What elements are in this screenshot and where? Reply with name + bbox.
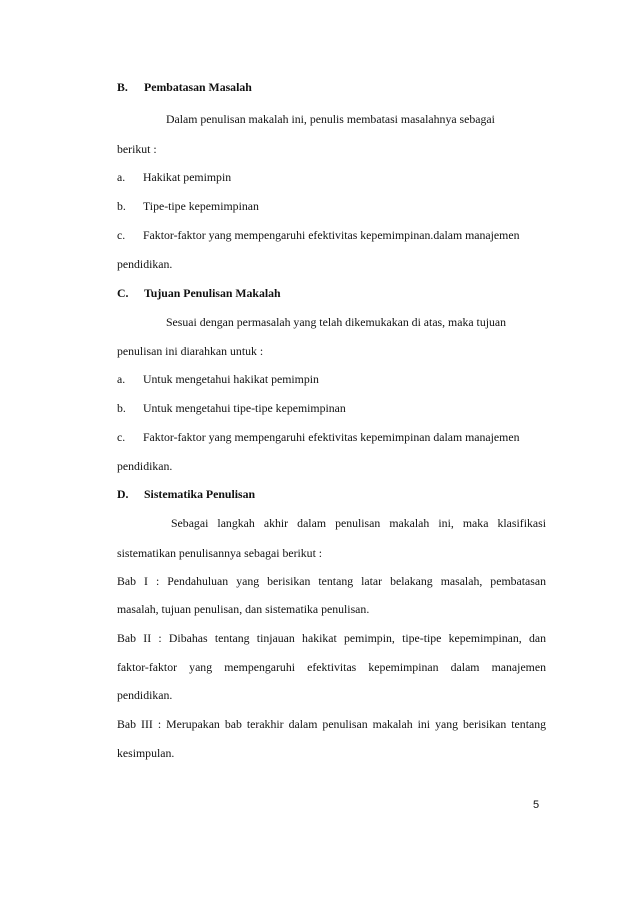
list-item-text: Tipe-tipe kepemimpinan [143, 199, 259, 213]
bab-3-line-1: Bab III : Merupakan bab terakhir dalam penulisan makalah ini yang berisikan tentang [117, 717, 546, 731]
bab-1-line-2: masalah, tujuan penulisan, dan sistematika penulisan. [117, 602, 370, 616]
list-item [117, 401, 346, 415]
bab-2-line-1: Bab II : Dibahas tentang tinjauan hakikat pemimpin, tipe-tipe kepemimpinan, dan [117, 631, 546, 645]
section-d-paragraph-line-1: Sebagai langkah akhir dalam penulisan makalah ini, maka klasifikasi [171, 516, 546, 530]
list-item-text: Untuk mengetahui tipe-tipe kepemimpinan [143, 401, 346, 415]
list-marker: c. [117, 430, 126, 444]
bab-1-line-1: Bab I : Pendahuluan yang berisikan tentang latar belakang masalah, pembatasan [117, 574, 546, 588]
section-b-paragraph-line-2: berikut : [117, 142, 157, 156]
section-b-letter: B. [117, 80, 128, 94]
bab-2-line-3: pendidikan. [117, 688, 173, 702]
section-c-letter: C. [117, 286, 129, 300]
list-item [117, 228, 520, 242]
list-item [117, 430, 520, 444]
section-b-paragraph-line-1: Dalam penulisan makalah ini, penulis membatasi masalahnya sebagai [166, 112, 495, 126]
list-item-continuation: pendidikan. [117, 459, 173, 473]
list-marker: b. [117, 199, 126, 213]
bab-3-line-2: kesimpulan. [117, 746, 175, 760]
section-b-title: Pembatasan Masalah [144, 80, 252, 94]
list-marker: a. [117, 372, 126, 386]
section-c-paragraph-line-2: penulisan ini diarahkan untuk : [117, 344, 264, 358]
section-c-heading [117, 286, 281, 300]
section-c-paragraph-line-1: Sesuai dengan permasalah yang telah dikemukakan di atas, maka tujuan [166, 315, 507, 329]
list-marker: c. [117, 228, 126, 242]
list-marker: b. [117, 401, 126, 415]
list-item-text: Faktor-faktor yang mempengaruhi efektivitas kepemimpinan dalam manajemen [143, 430, 520, 444]
list-item-text: Untuk mengetahui hakikat pemimpin [143, 372, 319, 386]
section-d-heading [117, 487, 256, 501]
list-marker: a. [117, 170, 126, 184]
list-item [117, 170, 232, 184]
list-item-text: Hakikat pemimpin [143, 170, 232, 184]
list-item-continuation: pendidikan. [117, 257, 173, 271]
list-item [117, 372, 319, 386]
list-item [117, 199, 259, 213]
bab-2-line-2: faktor-faktor yang mempengaruhi efektivitas kepemimpinan dalam manajemen [117, 660, 546, 674]
section-b-heading [117, 80, 252, 94]
section-d-paragraph-line-2: sistematikan penulisannya sebagai berikut : [117, 546, 323, 560]
list-item-text: Faktor-faktor yang mempengaruhi efektivitas kepemimpinan.dalam manajemen [143, 228, 520, 242]
page-number: 5 [533, 799, 540, 811]
section-c-title: Tujuan Penulisan Makalah [144, 286, 281, 300]
section-d-title: Sistematika Penulisan [144, 487, 256, 501]
section-d-letter: D. [117, 487, 129, 501]
